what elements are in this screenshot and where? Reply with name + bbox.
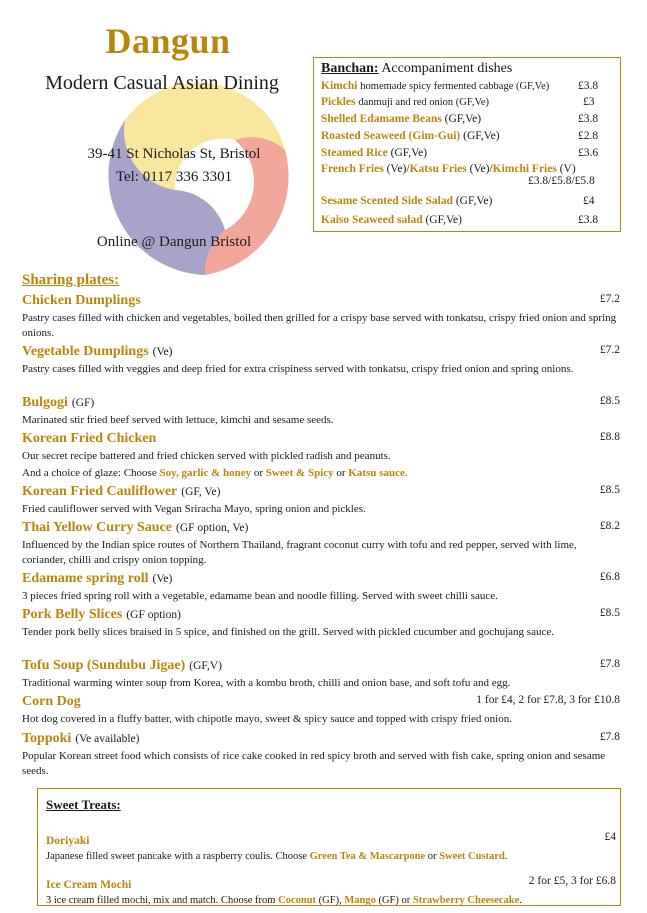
sweet-desc-text: (GF) or — [378, 895, 411, 906]
sweet-treats-heading: Sweet Treats: — [46, 797, 121, 812]
sweet-option: Green Tea & Mascarpone — [309, 851, 426, 862]
banchan-item-name: Steamed Rice — [321, 147, 388, 159]
dish-description: Traditional warming winter soup from Korea, with a kombu broth, chilli and onion base, and soft tofu and egg. — [22, 677, 511, 689]
banchan-item-price: £2.8 — [578, 130, 599, 142]
dish-name: Tofu Soup (Sundubu Jigae) — [22, 658, 186, 673]
menu-dish — [22, 729, 622, 779]
dish-description: Fried cauliflower served with Vegan Sriracha Mayo, spring onion and pickles. — [22, 503, 366, 515]
sweet-option: Sweet Custard — [439, 851, 505, 862]
sweet-item-price: £4 — [604, 831, 616, 843]
dish-description: Influenced by the Indian spice routes of Northern Thailand, fragrant coconut curry with tofu and red pepper, served with lime, coriander, chilli and crispy onion topping. — [22, 539, 577, 566]
restaurant-phone: Tel: 0117 336 3301 — [115, 169, 233, 185]
dish-price: £8.2 — [599, 520, 620, 532]
glaze-option-katsu: Katsu sauce. — [348, 467, 408, 479]
menu-dish — [22, 692, 622, 727]
dish-price: £8.8 — [599, 431, 620, 443]
banchan-item-note: danmuji and red onion (GF,Ve) — [358, 97, 490, 108]
glaze-or: or — [253, 467, 264, 479]
dish-description: Pastry cases filled with veggies and deep fried for extra crispiness served with tonkatsu, crispy fried onion and spring onions. — [22, 363, 574, 375]
banchan-item-note: (GF,Ve) — [463, 130, 500, 142]
dish-name: Toppoki — [22, 731, 72, 746]
fries-name-katsu: Katsu Fries — [409, 163, 467, 175]
dish-name: Chicken Dumplings — [22, 293, 141, 308]
dish-name: Edamame spring roll — [22, 571, 149, 586]
sharing-plates-heading: Sharing plates: — [22, 272, 120, 288]
menu-dish — [22, 482, 622, 517]
dish-tag: (GF) — [71, 397, 95, 409]
dish-description: Hot dog covered in a fluffy batter, with chipotle mayo, sweet & spicy sauce and topped with crispy fried onion. — [22, 713, 512, 725]
banchan-item-name: Kimchi — [321, 80, 358, 92]
banchan-item-name: Roasted Seaweed (Gim-Gui) — [321, 130, 461, 142]
glaze-prefix: And a choice of glaze: Choose — [22, 467, 157, 479]
dish-description: Popular Korean street food which consists of rice cake cooked in red spicy broth and served with fish cake, spring onion and sesame seeds. — [22, 750, 606, 777]
sweet-desc-text: or — [427, 851, 437, 862]
dish-name: Korean Fried Cauliflower — [22, 484, 178, 499]
menu-dish — [22, 291, 622, 341]
dish-price: £7.2 — [599, 293, 620, 305]
banchan-item-name: Shelled Edamame Beans — [321, 113, 442, 125]
sweet-option: Coconut — [278, 895, 317, 906]
sweet-item — [46, 831, 616, 862]
menu-dish — [22, 429, 622, 481]
sweet-desc-text: 3 ice cream filled mochi, mix and match. Choose from — [46, 895, 276, 906]
sweet-treats-section — [37, 788, 621, 906]
banchan-item — [321, 113, 614, 125]
dish-price: £8.5 — [599, 484, 620, 496]
banchan-item-note: (GF,Ve) — [444, 113, 482, 125]
banchan-heading — [321, 61, 512, 77]
glaze-or: or — [336, 467, 346, 479]
banchan-item-note: homemade spicy fermented cabbage (GF,Ve) — [360, 81, 550, 92]
sweet-item-name: Ice Cream Mochi — [46, 879, 132, 891]
banchan-fries-item — [321, 163, 614, 175]
banchan-item-name: Pickles — [321, 96, 356, 108]
fries-tag-katsu: (Ve)/ — [469, 163, 493, 175]
banchan-item-price: £3.8 — [578, 113, 599, 125]
banchan-item — [321, 214, 614, 226]
sweet-option: Mango — [344, 895, 376, 906]
dish-tag: (GF, Ve) — [181, 486, 221, 498]
menu-dish — [22, 569, 622, 604]
dish-price: 1 for £4, 2 for £7.8, 3 for £10.8 — [476, 694, 620, 706]
dish-name: Thai Yellow Curry Sauce — [22, 520, 172, 535]
restaurant-title: Dangun — [105, 21, 231, 61]
banchan-item-price: £4 — [583, 195, 595, 207]
banchan-item — [321, 80, 614, 92]
banchan-section — [313, 57, 621, 232]
dish-description: Our secret recipe battered and fried chicken served with pickled radish and peanuts. — [22, 450, 391, 462]
menu-dish — [22, 656, 622, 691]
sweet-desc-text: . — [519, 895, 522, 906]
dish-tag: (Ve available) — [75, 733, 140, 745]
banchan-item-note: (GF,Ve) — [390, 147, 428, 159]
banchan-item-price: £3 — [583, 96, 595, 108]
banchan-item-price: £3.8 — [578, 80, 599, 92]
banchan-item-price: £3.6 — [578, 147, 599, 159]
banchan-item-note: (GF,Ve) — [455, 195, 493, 207]
dish-tag: (GF option) — [126, 609, 181, 621]
banchan-item — [321, 96, 614, 108]
sweet-item-name: Doriyaki — [46, 835, 90, 847]
fries-tag-kimchi: (V) — [559, 163, 576, 175]
glaze-option-soy: Soy, garlic & honey — [159, 467, 252, 479]
dish-price: £8.5 — [599, 607, 620, 619]
glaze-option-sweet-spicy: Sweet & Spicy — [265, 467, 334, 479]
fries-name-french: French Fries — [321, 163, 384, 175]
fries-tag-french: (Ve)/ — [386, 163, 410, 175]
sweet-option: Strawberry Cheesecake — [412, 895, 520, 906]
sweet-item-description — [46, 851, 616, 862]
sweet-item-price: 2 for £5, 3 for £6.8 — [528, 875, 616, 887]
dish-name: Vegetable Dumplings — [22, 344, 149, 359]
banchan-item-name: Sesame Scented Side Salad — [321, 195, 453, 207]
online-ordering-note: Online @ Dangun Bristol — [96, 234, 252, 250]
sweet-desc-text: (GF), — [318, 895, 342, 906]
menu-dish — [22, 342, 622, 377]
dish-description: 3 pieces fried spring roll with a vegetable, edamame bean and noodle filling. Served with sweet chilli sauce. — [22, 590, 498, 602]
banchan-item-note: (GF,Ve) — [425, 214, 462, 226]
fries-name-kimchi: Kimchi Fries — [492, 163, 557, 175]
sweet-desc-text: Japanese filled sweet pancake with a raspberry coulis. Choose — [46, 851, 307, 862]
dish-price: £6.8 — [599, 571, 620, 583]
dish-name: Bulgogi — [22, 395, 68, 410]
banchan-item — [321, 130, 614, 142]
restaurant-address: 39-41 St Nicholas St, Bristol — [87, 146, 261, 162]
dish-price: £7.8 — [599, 658, 620, 670]
dish-description: Tender pork belly slices braised in 5 spice, and finished on the grill. Served with pickled cucumber and gochujang sauce. — [22, 626, 554, 638]
banchan-heading-label: Banchan: — [321, 61, 379, 76]
dish-tag: (Ve) — [152, 573, 173, 585]
glaze-options — [22, 466, 622, 481]
dish-price: £8.5 — [599, 395, 620, 407]
sweet-item — [46, 875, 616, 906]
banchan-item-price: £3.8 — [578, 214, 599, 226]
menu-dish — [22, 393, 622, 428]
restaurant-subtitle: Modern Casual Asian Dining — [45, 72, 279, 94]
dish-name: Korean Fried Chicken — [22, 431, 157, 446]
dish-tag: (Ve) — [152, 346, 173, 358]
sweet-desc-text: . — [504, 851, 508, 862]
dish-price: £7.8 — [599, 731, 620, 743]
fries-price: £3.8/£5.8/£5.8 — [528, 175, 595, 187]
banchan-item — [321, 195, 614, 207]
dish-description: Marinated stir fried beef served with lettuce, kimchi and sesame seeds. — [22, 414, 334, 426]
dish-tag: (GF,V) — [189, 660, 222, 672]
dish-tag: (GF option, Ve) — [175, 522, 249, 534]
menu-dish — [22, 518, 622, 568]
dish-name: Corn Dog — [22, 694, 81, 709]
dish-price: £7.2 — [599, 344, 620, 356]
dish-name: Pork Belly Slices — [22, 607, 123, 622]
banchan-item-name: Kaiso Seaweed salad — [321, 214, 423, 226]
banchan-item — [321, 147, 614, 159]
menu-dish — [22, 605, 622, 640]
dish-description: Pastry cases filled with chicken and vegetables, boiled then grilled for a crispy base served with tonkatsu, crispy fried onion and spring onions. — [22, 312, 617, 339]
sweet-item-description — [46, 895, 616, 906]
banchan-heading-rest: Accompaniment dishes — [381, 61, 513, 76]
